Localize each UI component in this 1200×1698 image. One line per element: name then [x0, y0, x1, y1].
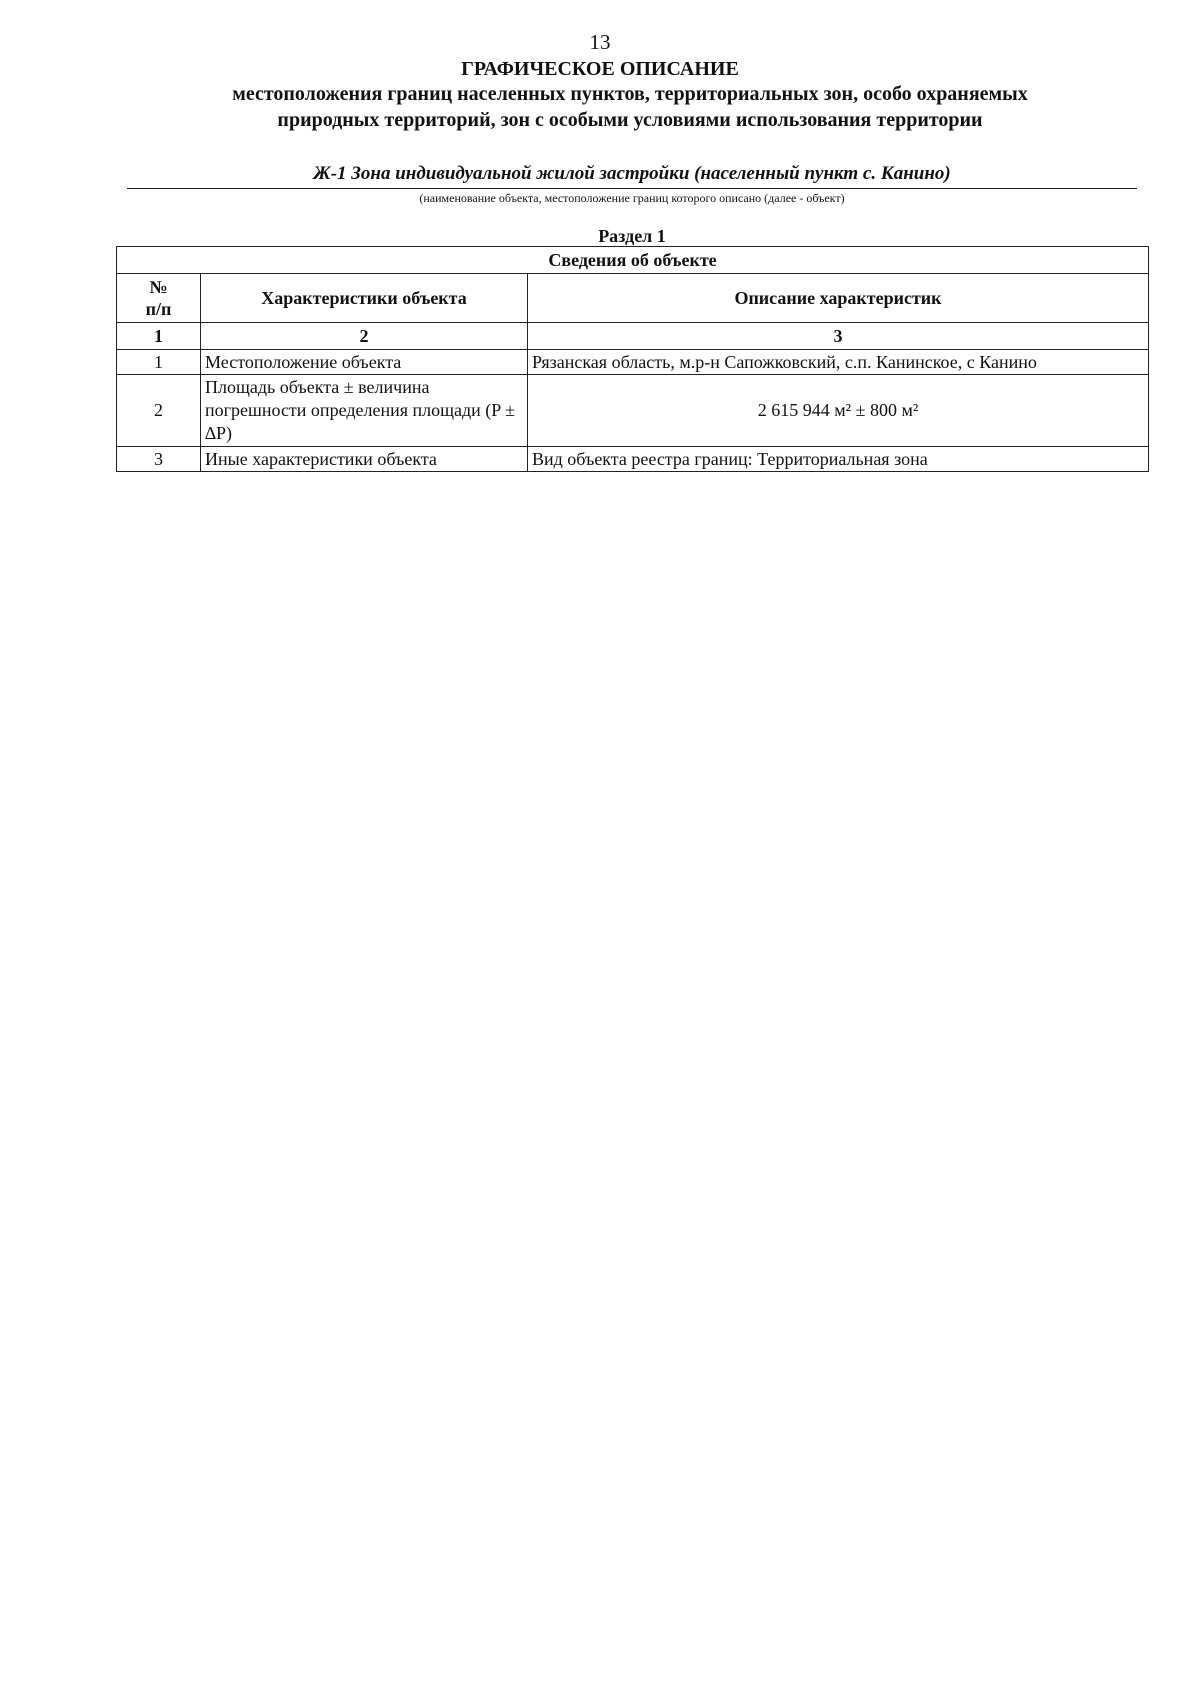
- table-caption: Сведения об объекте: [117, 247, 1149, 274]
- table-row: [117, 350, 1149, 375]
- row-number: 2: [117, 375, 201, 447]
- object-name-underline: [127, 188, 1137, 189]
- page-number: 13: [589, 30, 611, 54]
- table-caption-row: [117, 247, 1149, 274]
- row-number: 1: [117, 350, 201, 375]
- row-characteristic: Иные характеристики объекта: [201, 447, 528, 472]
- row-characteristic: Площадь объекта ± величина погрешности определения площади (P ± ∆P): [201, 375, 528, 447]
- object-name: Ж-1 Зона индивидуальной жилой застройки (населенный пункт с. Канино): [313, 163, 951, 184]
- header-description: Описание характеристик: [528, 274, 1149, 323]
- row-description: 2 615 944 м² ± 800 м²: [528, 375, 1149, 447]
- row-description: Рязанская область, м.р-н Сапожковский, с.п. Канинское, с Канино: [528, 350, 1149, 375]
- table-header-row: [117, 274, 1149, 323]
- header-characteristic: Характеристики объекта: [201, 274, 528, 323]
- table-row: [117, 447, 1149, 472]
- table-row: [117, 375, 1149, 447]
- section-title: Раздел 1: [598, 226, 666, 246]
- column-number-row: [117, 323, 1149, 350]
- row-characteristic: Местоположение объекта: [201, 350, 528, 375]
- document-subtitle: местоположения границ населенных пунктов, территориальных зон, особо охраняемых природных территорий, зон с особыми условиями использования территории: [232, 83, 1028, 131]
- column-number: 2: [201, 323, 528, 350]
- row-description: Вид объекта реестра границ: Территориальная зона: [528, 447, 1149, 472]
- document-title: ГРАФИЧЕСКОЕ ОПИСАНИЕ: [461, 58, 739, 80]
- column-number: 1: [117, 323, 201, 350]
- column-number: 3: [528, 323, 1149, 350]
- row-number: 3: [117, 447, 201, 472]
- object-info-table: [116, 246, 1149, 472]
- header-num: № п/п: [117, 274, 201, 323]
- object-name-note: (наименование объекта, местоположение границ которого описано (далее - объект): [419, 191, 845, 205]
